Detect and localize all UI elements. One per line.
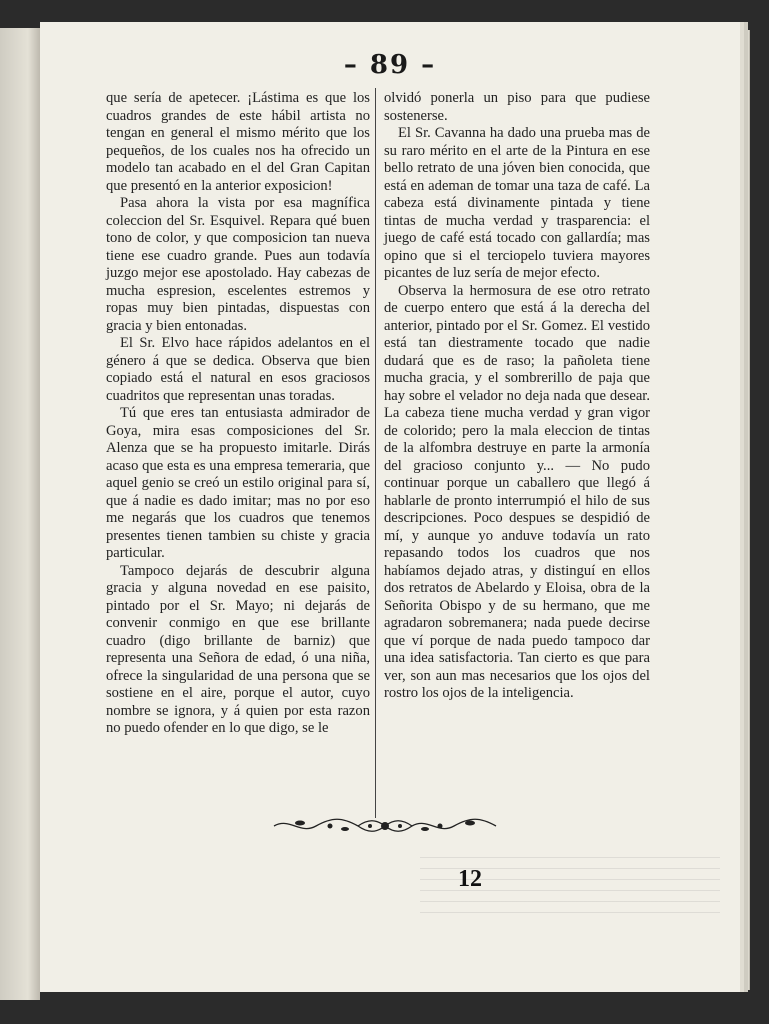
book-page [40,22,740,992]
right-column [384,90,650,703]
paragraph: El Sr. Elvo hace rápidos adelantos en el género á que se dedica. Observa que bien copiado está el natural en esos graciosos cuadritos que representan unas toradas. [106,335,370,404]
paragraph: Observa la hermosura de ese otro retrato de cuerpo entero que está á la derecha del anterior, pintado por el Sr. Gomez. El vestido está tan diestramente tocado que nadie dudará que es de raso; la pañoleta tiene mucha gracia, y el sombrerillo de paja que hay sobre el velador no deja nada que desear. La cabeza tiene mucha verdad y gran vigor de colorido; pero la mala eleccion de tintas de la alfombra destruye en parte la armonía del gracioso conjunto y... — No pudo continuar porque un caballero que llegó á hablarle de pronto interrumpió el hilo de sus descripciones. Poco despues se despidió de mí, y aunque yo anduve todavía un rato repasando todos los cuadros que nos habíamos dejado atras, y distinguí en ellos dos retratos de Abelardo y Eloisa, obra de la Señorita Obispo y de su hermano, que me agradaron sobremanera; nada puede decirse que ví porque de nada puedo tampoco dar una idea satisfactoria. Tan cierto es que para ver, son aun mas necesarios que los ojos del rostro los ojos de la inteligencia. [384,282,650,701]
facing-page-edge [0,28,40,1000]
page-number: – 89 – [343,50,437,80]
paragraph: El Sr. Cavanna ha dado una prueba mas de su raro mérito en el arte de la Pintura en ese bello retrato de una jóven bien conocida, que está en ademan de tomar una taza de café. La cabeza está divinamente pintada y tiene tintas de mucha verdad y trasparencia: el juego de café está tocado con gallardía; mas opino que si el terciopelo tuviera mayores picantes de luz sería de mejor efecto. [384,125,650,281]
left-column [106,90,370,738]
paragraph: Tampoco dejarás de descubrir alguna gracia y alguna novedad en ese paisito, pintado por el Sr. Mayo; ni dejarás de convenir conmigo en que ese brillante cuadro (digo brillante de barniz) que representa una Señora de edad, ó una niña, ofrece la singularidad de una persona que se sostiene en el aire, porque el autor, cuyo nombre se ignora, y á quien por esta razon no puedo ofender en lo que digo, se le [106,562,370,736]
column-divider [375,88,376,818]
paragraph: Pasa ahora la vista por esa magnífica coleccion del Sr. Esquivel. Repara qué buen tono de color, y que composicion tan nueva tiene ese cuadro grande. Pues aun todavía juzgo mejor ese apostolado. Hay cabezas de mucha espresion, escelentes estremos y ropas muy bien pintadas, dispuestas con gracia y bien entonadas. [106,195,370,334]
decorative-vignette-icon [270,815,500,837]
signature-mark: 12 [458,866,482,892]
paragraph: olvidó ponerla un piso para que pudiese sostenerse. [384,90,650,124]
paragraph: Tú que eres tan entusiasta admirador de Goya, mira esas composiciones del Sr. Alenza que se ha propuesto imitarle. Dirás acaso que esta es una empresa temeraria, que aquel genio se creó un estilo original para sí, que á nadie es dado imitar; mas no por eso me negarás que los cuadros que tenemos presentes tienen tambien su chiste y gracia particular. [106,405,370,561]
paragraph: que sería de apetecer. ¡Lástima es que los cuadros grandes de este hábil artista no tengan en general el mismo mérito que los pequeños, de los cuales nos ha ofrecido un modelo tan acabado en el del Gran Capitan que presentó en la anterior exposicion! [106,90,370,194]
